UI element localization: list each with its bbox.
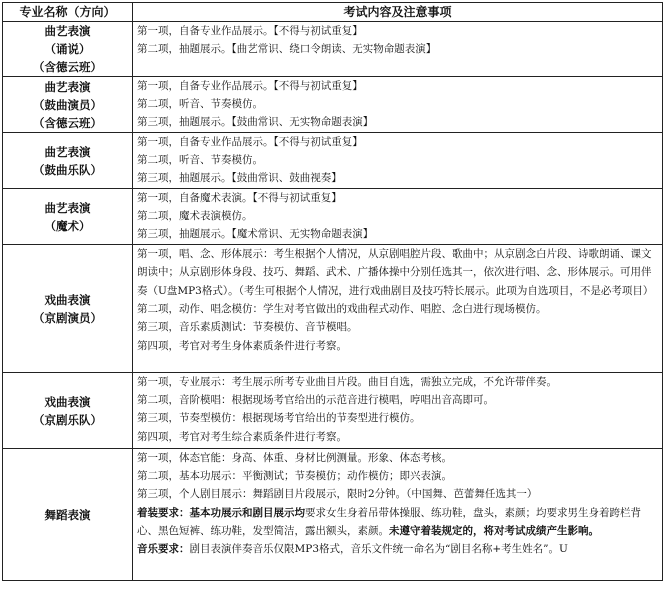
table-row [3,22,663,77]
major-cell [3,133,133,189]
major-cell [3,77,133,133]
major-line: 戏曲表演 [44,292,91,307]
exam-item: 第三项，抽题展示。【鼓曲常识、无实物命题表演】 [137,116,374,129]
exam-item: 第二项，动作、唱念模仿：学生对考官做出的戏曲程式动作、唱腔、念白进行现场模仿。 [137,303,547,316]
content-cell [133,449,663,581]
dress-requirement [137,504,659,541]
exam-item: 第二项，基本功展示：平衡测试；节奏模仿；动作模仿；即兴表演。 [137,470,452,483]
table-row [3,245,663,373]
major-cell [3,373,133,449]
exam-item: 第一项，自备魔术表演。【不得与初试重复】 [137,192,342,204]
content-cell [133,245,663,373]
music-requirement-body: 剧目表演伴奏音乐仅限MP3格式，音乐文件统一命名为“剧目名称+考生姓名”。U [189,543,568,556]
content-cell [133,133,663,189]
exam-item: 第四项，考官对考生身体素质条件进行考察。 [137,339,347,352]
major-line: 曲艺表演 [44,144,91,159]
major-line: （鼓曲演员） [33,97,102,112]
exam-item: 第一项，唱、念、形体展示：考生根据个人情况，从京剧唱腔片段、歌曲中；从京剧念白片段、诗歌朗诵、课文朗读中；从京剧形体身段、技巧、舞蹈、武术、广播体操中分别任选其一，依次进行唱、念、形体展示。可用伴奏（U盘MP3格式）。（考生可根据个人情况，进行戏曲剧目及技巧特长展示。此项为自选项目，不是必考项目） [137,248,654,297]
music-requirement-label: 音乐要求： [137,543,190,556]
exam-item: 第四项，考官对考生综合素质条件进行考察。 [137,430,347,443]
major-line: 戏曲表演 [44,394,91,409]
major-line: （京剧乐队） [33,412,102,427]
dress-requirement-label: 着装要求：基本功展示和剧目展示均 [137,506,305,519]
table-header-row [3,3,663,22]
dress-requirement-warning: 未遵守着装规定的，将对考试成绩产生影响。 [389,525,599,538]
content-cell [133,77,663,133]
major-line: 曲艺表演 [44,79,91,94]
major-line: 曲艺表演 [44,200,91,215]
exam-requirements-table [2,2,663,581]
table-row [3,449,663,581]
exam-item: 第三项，个人剧目展示：舞蹈剧目片段展示，限时2分钟。（中国舞、芭蕾舞任选其一） [137,488,538,501]
major-line: （诵说） [44,42,91,56]
major-cell [3,189,133,245]
major-cell [3,245,133,373]
table-row [3,77,663,133]
header-content: 考试内容及注意事项 [133,3,663,22]
major-cell [3,449,133,581]
table-row [3,373,663,449]
exam-item: 第一项，自备专业作品展示。【不得与初试重复】 [137,25,363,37]
major-line: （鼓曲乐队） [33,162,102,177]
exam-item: 第一项，自备专业作品展示。【不得与初试重复】 [137,136,363,148]
content-cell [133,22,663,77]
major-line: （京剧演员） [33,310,102,325]
exam-item: 第一项，专业展示：考生展示所考专业曲目片段。曲目自选，需独立完成，不允许带伴奏。 [137,376,557,388]
major-line: （魔术） [44,218,91,233]
major-line: 曲艺表演 [44,24,91,38]
header-major: 专业名称（方向） [3,3,133,22]
exam-item: 第三项，抽题展示。【鼓曲常识、鼓曲视奏】 [137,172,342,185]
exam-item: 第一项，体态官能：身高、体重、身材比例测量。形象、体态考核。 [137,452,452,464]
exam-item: 第三项，节奏型模仿：根据现场考官给出的节奏型进行模仿。 [137,412,421,425]
table-row [3,133,663,189]
major-line: 舞蹈表演 [44,507,91,522]
content-cell [133,189,663,245]
dress-requirement-body: 要求女生身着吊带体操服、练功鞋，盘头，素颜；均要求男生身着跨栏背心、黑色短裤、练功鞋，发型简洁，露出额头，素颜。 [137,506,641,538]
major-cell [3,22,133,77]
exam-item: 第三项，音乐素质测试：节奏模仿、音节模唱。 [137,321,358,334]
major-line: （含德云班） [33,60,102,74]
exam-item: 第二项，音阶模唱：根据现场考官给出的示范音进行模唱，哼唱出音高即可。 [137,394,494,407]
music-requirement [137,540,659,558]
exam-item: 第二项，听音、节奏模仿。 [137,98,263,111]
exam-item: 第二项，听音、节奏模仿。 [137,154,263,167]
exam-item: 第二项，抽题展示。【曲艺常识、绕口令朗读、无实物命题表演】 [137,43,437,56]
exam-item: 第一项，自备专业作品展示。【不得与初试重复】 [137,80,363,92]
exam-item: 第二项，魔术表演模仿。 [137,210,253,223]
content-cell [133,373,663,449]
exam-item: 第三项，抽题展示。【魔术常识、无实物命题表演】 [137,228,374,241]
major-line: （含德云班） [33,115,102,130]
table-row [3,189,663,245]
